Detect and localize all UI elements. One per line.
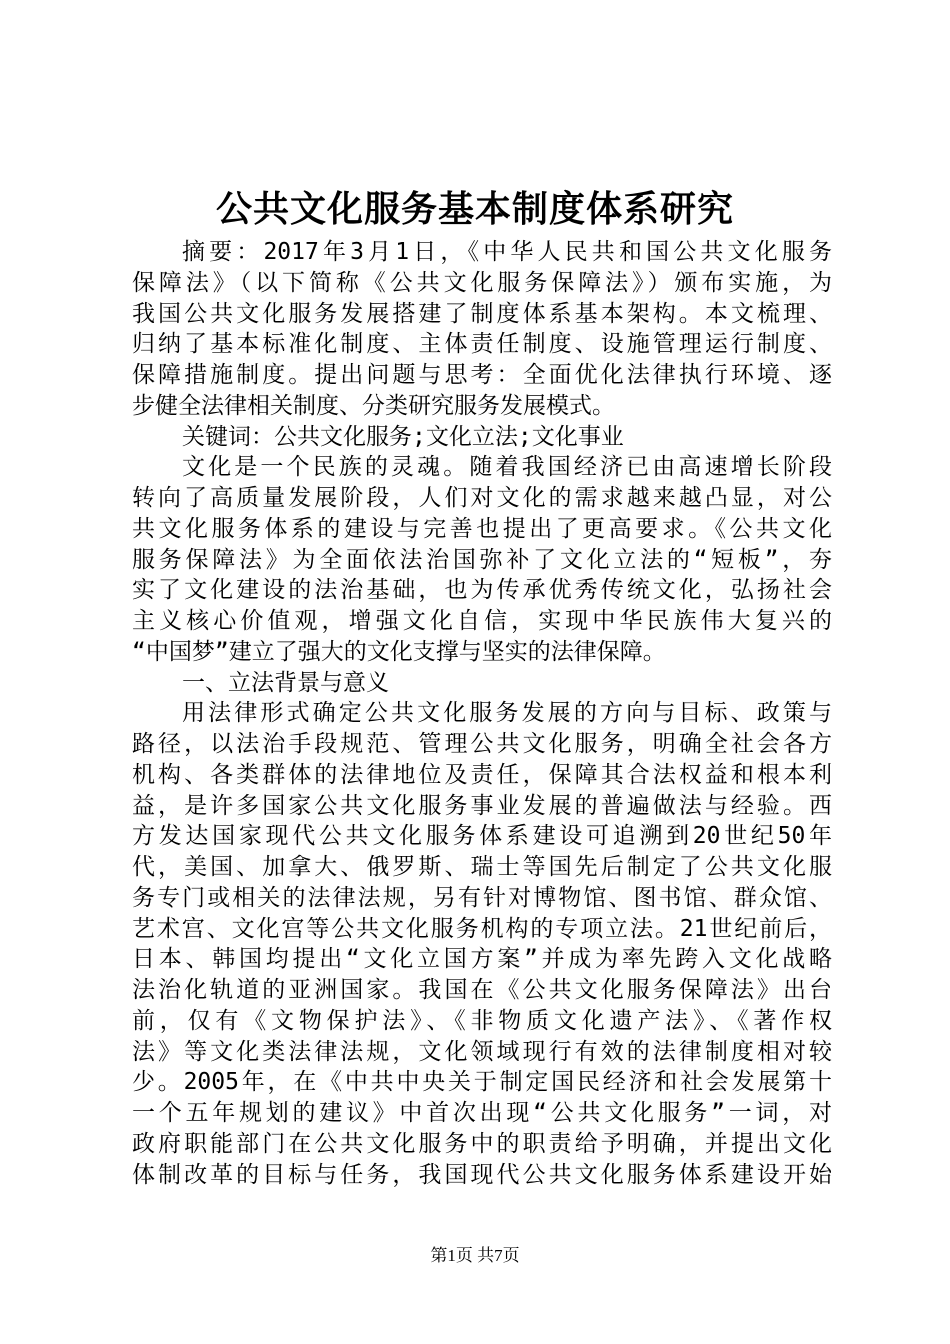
body-line: 体制改革的目标与任务，我国现代公共文化服务体系建设开始 bbox=[132, 1161, 832, 1188]
body-line: 一、立法背景与意义 bbox=[182, 669, 389, 696]
body-line: 归纳了基本标准化制度、主体责任制度、设施管理运行制度、 bbox=[132, 331, 832, 358]
body-line: 日本、韩国均提出“文化立国方案”并成为率先跨入文化战略 bbox=[132, 946, 832, 973]
body-line: 关键词：公共文化服务;文化立法;文化事业 bbox=[182, 423, 624, 450]
body-line: 益，是许多国家公共文化服务事业发展的普遍做法与经验。西 bbox=[132, 792, 832, 819]
body-line: 我国公共文化服务发展搭建了制度体系基本架构。本文梳理、 bbox=[132, 300, 832, 327]
body-line: 保障法》（以下简称《公共文化服务保障法》）颁布实施，为 bbox=[132, 269, 832, 296]
body-line: 保障措施制度。提出问题与思考：全面优化法律执行环境、逐 bbox=[132, 362, 832, 388]
body-line: 代，美国、加拿大、俄罗斯、瑞士等国先后制定了公共文化服 bbox=[132, 854, 832, 880]
body-line: 用法律形式确定公共文化服务发展的方向与目标、政策与 bbox=[182, 700, 832, 727]
body-line: 步健全法律相关制度、分类研究服务发展模式。 bbox=[132, 392, 615, 419]
body-line: 方发达国家现代公共文化服务体系建设可追溯到20世纪50年 bbox=[132, 823, 832, 850]
body-line: 主义核心价值观，增强文化自信，实现中华民族伟大复兴的 bbox=[132, 608, 832, 634]
body-line: 路径，以法治手段规范、管理公共文化服务，明确全社会各方 bbox=[132, 731, 832, 757]
body-line: 共文化服务体系的建设与完善也提出了更高要求。《公共文化 bbox=[132, 515, 832, 542]
document-title: 公共文化服务基本制度体系研究 bbox=[215, 188, 734, 230]
body-line: 实了文化建设的法治基础，也为传承优秀传统文化，弘扬社会 bbox=[132, 577, 832, 604]
body-line: 一个五年规划的建议》中首次出现“公共文化服务”一词，对 bbox=[132, 1100, 832, 1126]
body-line: 文化是一个民族的灵魂。随着我国经济已由高速增长阶段 bbox=[182, 454, 832, 481]
body-line: 服务保障法》为全面依法治国弥补了文化立法的“短板”，夯 bbox=[132, 546, 832, 573]
body-line: 前，仅有《文物保护法》、《非物质文化遗产法》、《著作权 bbox=[132, 1007, 832, 1034]
body-line: 少。2005年，在《中共中央关于制定国民经济和社会发展第十 bbox=[132, 1069, 832, 1096]
body-line: 务专门或相关的法律法规，另有针对博物馆、图书馆、群众馆、 bbox=[132, 884, 832, 911]
body-line: “中国梦”建立了强大的文化支撑与坚实的法律保障。 bbox=[132, 638, 666, 665]
document-body bbox=[132, 237, 832, 1190]
body-line: 法》等文化类法律法规，文化领域现行有效的法律制度相对较 bbox=[132, 1038, 832, 1065]
body-line: 转向了高质量发展阶段，人们对文化的需求越来越凸显，对公 bbox=[132, 485, 832, 511]
body-line: 政府职能部门在公共文化服务中的职责给予明确，并提出文化 bbox=[132, 1130, 832, 1157]
body-line: 艺术宫、文化宫等公共文化服务机构的专项立法。21世纪前后， bbox=[132, 915, 832, 942]
body-line: 机构、各类群体的法律地位及责任，保障其合法权益和根本利 bbox=[132, 761, 832, 788]
body-line: 摘要：2017年3月1日，《中华人民共和国公共文化服务 bbox=[182, 239, 832, 265]
body-line: 法治化轨道的亚洲国家。我国在《公共文化服务保障法》出台 bbox=[132, 977, 832, 1003]
page-footer: 第1页 共7页 bbox=[430, 1246, 520, 1265]
